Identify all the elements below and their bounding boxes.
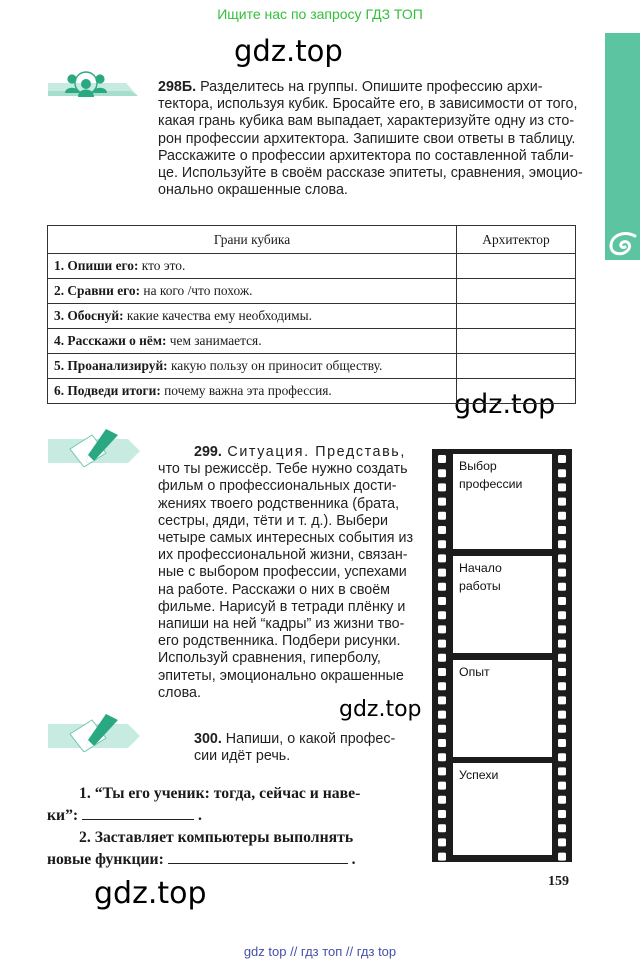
frame-label-line: Начало [459, 561, 502, 575]
answer-cell [457, 254, 576, 279]
film-perforation [558, 554, 566, 562]
question-text: новые функции: [47, 851, 164, 868]
row-text: кто это. [138, 258, 186, 273]
film-perforation [558, 838, 566, 846]
task-text-line: рон профессии архитектора. Запишите свои ответы в таблицу. [158, 130, 576, 147]
film-frame [453, 556, 552, 653]
task-number: 298Б. [158, 79, 197, 95]
film-perforation [438, 554, 446, 562]
film-perforation [558, 597, 566, 605]
table-row [48, 329, 576, 354]
task-text-line: Напиши, о какой профес- [221, 731, 396, 747]
frame-label [453, 454, 552, 496]
film-perforation [558, 498, 566, 506]
table-header-row [48, 226, 576, 254]
film-perforation [558, 469, 566, 477]
cube-faces-table [47, 225, 576, 404]
film-frame [453, 660, 552, 757]
watermark: gdz.top [94, 876, 207, 911]
film-perforation [558, 782, 566, 790]
film-perforation [438, 455, 446, 463]
task-text-line: какая грань кубика вам выпадает, характеризуйте одну из сто- [158, 113, 575, 130]
film-perforation [558, 682, 566, 690]
task-text-line: сестры, дяди, тёти и т. д.). Выбери [158, 512, 388, 529]
pencil-paper-icon [48, 427, 140, 467]
film-strip [432, 449, 572, 862]
row-key: 6. Подведи итоги: [54, 383, 161, 398]
film-perforation [438, 824, 446, 832]
film-perforation [438, 739, 446, 747]
row-text: на кого /что похож. [140, 283, 253, 298]
task-text-line: на работе. Расскажи о них в своём [158, 581, 390, 598]
film-perforation [438, 625, 446, 633]
table-header-cell: Архитектор [457, 226, 576, 254]
question-text: 1. “Ты его ученик: тогда, сейчас и наве- [79, 785, 361, 802]
row-text: какие качества ему необходимы. [123, 308, 312, 323]
task-text-line: слова. [158, 684, 201, 701]
row-text: почему важна эта профессия. [160, 383, 332, 398]
row-key: 2. Сравни его: [54, 283, 141, 298]
film-perforation [438, 853, 446, 861]
film-perforation [438, 583, 446, 591]
question-punct: . [198, 807, 202, 824]
task-text-line: Расскажите о профессии архитектора по составленной табли- [158, 147, 574, 164]
film-perforation [558, 725, 566, 733]
question-text: ки”: [47, 807, 79, 824]
film-perforation [558, 526, 566, 534]
film-perforation [438, 611, 446, 619]
task-299-text [158, 444, 414, 702]
film-perforation [558, 654, 566, 662]
answer-blank[interactable] [82, 804, 194, 820]
film-perforation [438, 753, 446, 761]
frame-label-line: Выбор [459, 459, 497, 473]
task-text-line: онально окрашенные слова. [158, 182, 348, 199]
row-text: какую пользу он приносит обществу. [167, 358, 383, 373]
task-300-text [194, 731, 395, 765]
table-cell [48, 279, 457, 304]
film-perforation [438, 682, 446, 690]
frame-label-line: Опыт [459, 665, 490, 679]
table-row [48, 254, 576, 279]
question-2 [47, 827, 356, 870]
film-perforation [438, 498, 446, 506]
film-perforation [558, 853, 566, 861]
table-cell [48, 329, 457, 354]
task-text-line: четыре самых интересных события из [158, 530, 414, 547]
answer-cell [457, 379, 576, 404]
table-cell [48, 354, 457, 379]
film-perforation [438, 597, 446, 605]
watermark: gdz.top [339, 697, 422, 722]
task-number: 299. [194, 444, 222, 460]
film-perforation [438, 569, 446, 577]
film-perforation [438, 640, 446, 648]
table-header-cell: Грани кубика [48, 226, 457, 254]
row-key: 5. Проанализируй: [54, 358, 168, 373]
task-text-line: напиши на ней “кадры” из жизни тво- [158, 616, 405, 633]
table-cell [48, 379, 457, 404]
task-text-line: его родственника. Подбери рисунки. [158, 633, 401, 650]
watermark: gdz.top [234, 34, 343, 68]
film-perforation [558, 696, 566, 704]
answer-cell [457, 329, 576, 354]
task-298-text [158, 79, 583, 199]
answer-blank[interactable] [168, 848, 348, 864]
film-perforation [558, 824, 566, 832]
film-perforation [558, 512, 566, 520]
task-text-line: Используй сравнения, гиперболу, [158, 650, 381, 667]
table-row [48, 379, 576, 404]
film-perforation [438, 725, 446, 733]
film-perforation [558, 625, 566, 633]
film-perforation [558, 569, 566, 577]
task-text-line: что ты режиссёр. Тебе нужно создать [158, 461, 408, 478]
task-text-line: це. Используйте в своём рассказе эпитеты, сравнения, эмоцио- [158, 165, 583, 182]
film-perforation [438, 668, 446, 676]
task-text-line: фильме. Нарисуй в тетради плёнку и [158, 598, 406, 615]
film-perforation [558, 455, 566, 463]
task-text-line: фильм о профессиональных дости- [158, 478, 397, 495]
task-text-line: эпитеты, эмоционально окрашенные [158, 667, 404, 684]
table-row [48, 354, 576, 379]
answer-cell [457, 279, 576, 304]
task-text-line: жениях твоего родственника (брата, [158, 495, 400, 512]
film-perforation [438, 711, 446, 719]
film-perforation [558, 739, 566, 747]
table-cell [48, 254, 457, 279]
film-perforation [558, 796, 566, 804]
row-text: чем занимается. [166, 333, 262, 348]
swirl-icon [605, 226, 640, 260]
frame-label [453, 763, 552, 787]
top-banner: Ищите нас по запросу ГДЗ ТОП [217, 6, 423, 22]
task-text-line: их профессиональной жизни, связан- [158, 547, 408, 564]
row-key: 4. Расскажи о нём: [54, 333, 167, 348]
film-perforation [438, 512, 446, 520]
frame-label [453, 660, 552, 684]
film-perforation [558, 668, 566, 676]
film-perforation [558, 540, 566, 548]
task-text-line: Ситуация. Представь, [221, 444, 406, 460]
task-text-line: сии идёт речь. [194, 748, 291, 765]
film-perforation [558, 640, 566, 648]
row-key: 3. Обоснуй: [54, 308, 124, 323]
film-perforation [438, 838, 446, 846]
watermark: gdz.top [454, 389, 556, 420]
film-perforation [438, 696, 446, 704]
film-perforation [558, 810, 566, 818]
film-perforation [558, 583, 566, 591]
film-perforation [438, 540, 446, 548]
frame-label-line: профессии [459, 477, 523, 491]
film-perforation [438, 526, 446, 534]
task-text-line: Разделитесь на группы. Опишите профессию архи- [196, 79, 543, 95]
film-perforation [438, 810, 446, 818]
film-perforation [558, 611, 566, 619]
page-number: 159 [548, 874, 569, 889]
footer-text: gdz top // гдз топ // гдз top [243, 944, 397, 959]
film-perforation [438, 782, 446, 790]
frame-label-line: работы [459, 579, 501, 593]
task-number: 300. [194, 731, 222, 747]
task-text-line: тектора, используя кубик. Бросайте его, в зависимости от того, [158, 96, 578, 113]
pencil-paper-icon [48, 712, 140, 752]
group-people-icon [48, 63, 138, 103]
question-punct: . [351, 851, 356, 868]
film-frame [453, 763, 552, 855]
film-perforation [438, 796, 446, 804]
film-perforation [438, 483, 446, 491]
film-perforation [558, 483, 566, 491]
film-perforation [558, 753, 566, 761]
frame-label [453, 556, 552, 598]
answer-cell [457, 304, 576, 329]
frame-label-line: Успехи [459, 768, 499, 782]
table-row [48, 304, 576, 329]
table-row [48, 279, 576, 304]
film-perforation [558, 711, 566, 719]
question-text: 2. Заставляет компьютеры выполнять [79, 829, 354, 846]
film-frame [453, 454, 552, 549]
question-1 [47, 783, 360, 826]
film-perforation [558, 767, 566, 775]
task-text-line: ные с выбором профессии, успехами [158, 564, 407, 581]
film-perforation [438, 654, 446, 662]
film-perforation [438, 469, 446, 477]
film-perforation [438, 767, 446, 775]
table-cell [48, 304, 457, 329]
row-key: 1. Опиши его: [54, 258, 139, 273]
answer-cell [457, 354, 576, 379]
